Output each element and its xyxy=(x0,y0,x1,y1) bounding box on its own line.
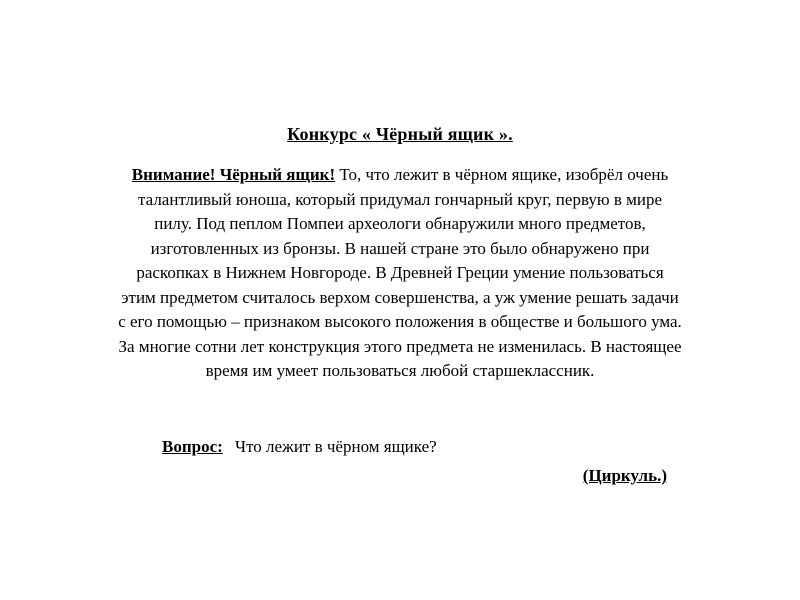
answer-text: (Циркуль.) xyxy=(582,466,667,485)
question-text: Что лежит в чёрном ящике? xyxy=(235,437,437,456)
body-text: То, что лежит в чёрном ящике, изобрёл очень талантливый юноша, который придумал гончарный круг, первую в мире пилу. Под пеплом Помпеи археологи обнаружили много предметов, изготовленных из бронзы. В нашей стране это было обнаружено при раскопках в Нижнем Новгороде. В Древней Греции умение пользоваться этим предметом считалось верхом совершенства, а уж умение решать задачи с его помощью – признаком высокого положения в обществе и большого ума. За многие сотни лет конструкция этого предмета не изменилась. В настоящее время им умеет пользоваться любой старшеклассник. xyxy=(118,165,682,380)
body-lead: Внимание! Чёрный ящик! xyxy=(131,165,336,184)
body-paragraph xyxy=(118,163,682,384)
question-line xyxy=(162,437,437,457)
question-label: Вопрос: xyxy=(162,437,223,456)
slide-title: Конкурс « Чёрный ящик ». xyxy=(287,124,513,144)
